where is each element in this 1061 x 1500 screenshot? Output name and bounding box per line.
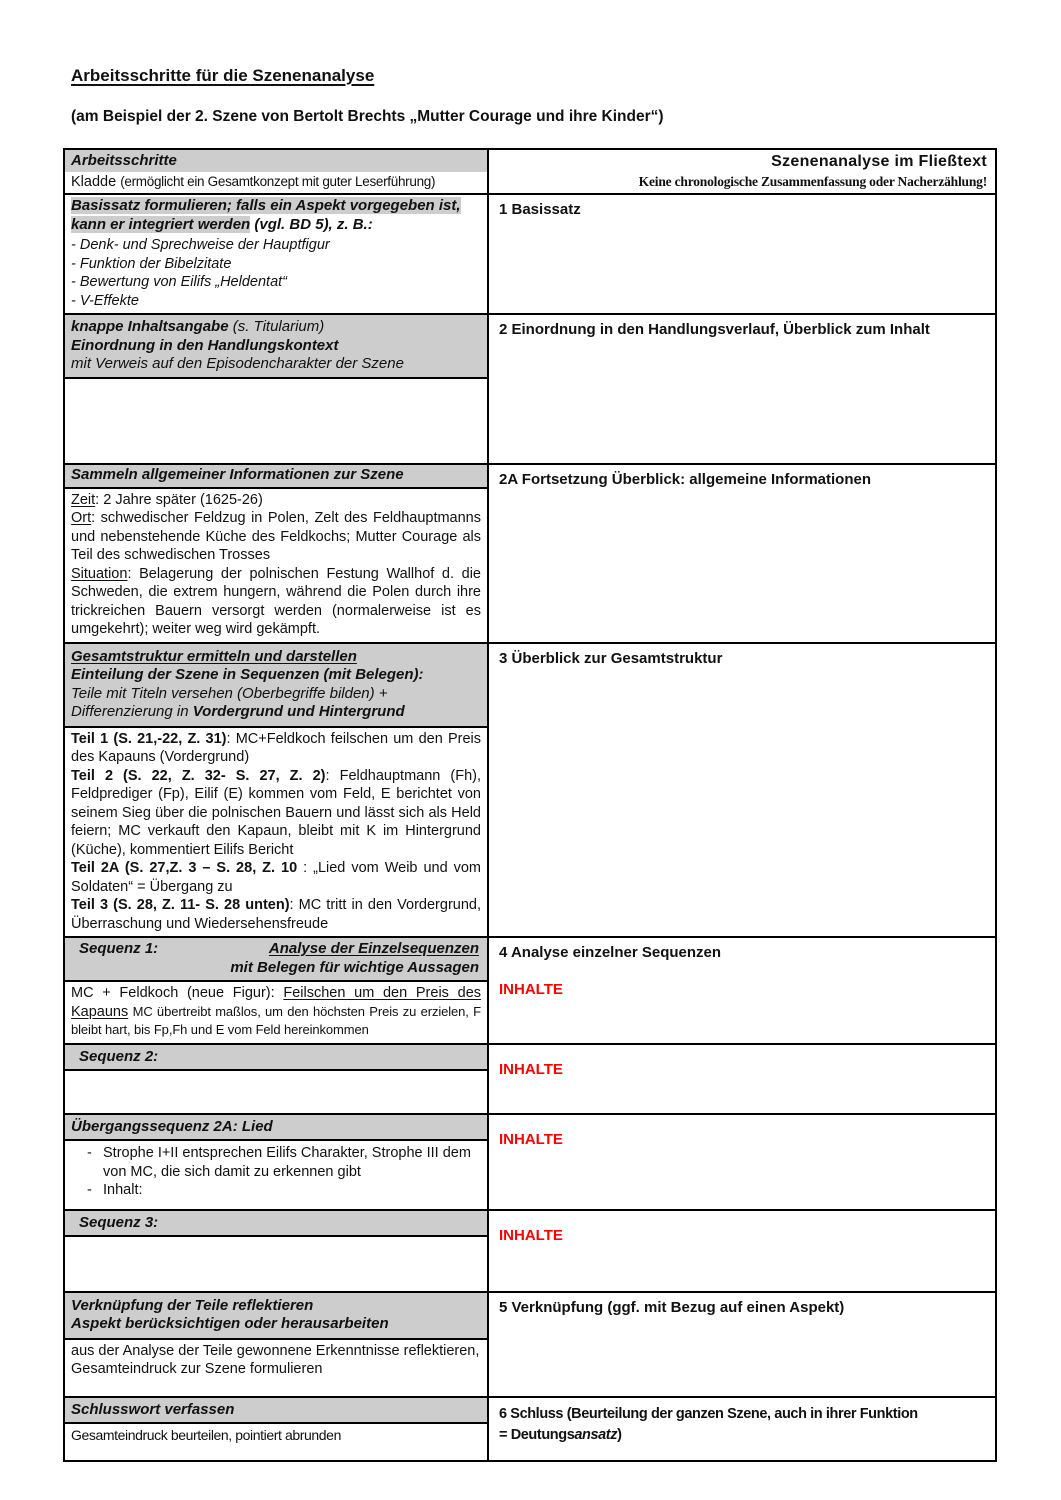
teil-3-label: Teil 3 (S. 28, Z. 11- S. 28 unten): [71, 897, 290, 913]
bullet-item: [71, 1181, 481, 1200]
teil-2-label: Teil 2 (S. 22, Z. 32- S. 27, Z. 2): [71, 767, 326, 784]
sequenz2-right: [489, 1045, 995, 1113]
inhaltsangabe-empty-body: [65, 379, 487, 463]
sammeln-header: Sammeln allgemeiner Informationen zur Szene: [65, 465, 487, 489]
inhalte-badge: INHALTE: [499, 1226, 563, 1244]
bullet-text: Strophe I+II entsprechen Eilifs Charakter, Strophe III dem von MC, die sich damit zu erkennen gibt: [103, 1145, 471, 1180]
situation-line: [71, 565, 481, 639]
schlusswort-body: Gesamteindruck beurteilen, pointiert abrunden: [71, 1427, 341, 1443]
teil-2a-label: Teil 2A (S. 27,Z. 3 – S. 28, Z. 10: [71, 860, 298, 876]
sequenz1-header: [65, 938, 487, 982]
verknuepfung-body: aus der Analyse der Teile gewonnene Erkenntnisse reflektieren, Gesamteindruck zur Szene formulieren: [71, 1342, 480, 1377]
basissatz-header: [65, 195, 487, 234]
teil-1-text: : MC+Feldkoch feilschen um den Preis des Kapauns (Vordergrund): [71, 730, 481, 765]
schluss-text: 6 Schluss (Beurteilung der ganzen Szene, auch in ihrer Funktion = Deutungs: [499, 1405, 918, 1444]
sequenz3-empty-body: [65, 1237, 487, 1291]
col-header-arbeitsschritte: [65, 150, 489, 193]
bullet-marker: -: [87, 1182, 92, 1198]
sequenz1-label: Sequenz 1:: [79, 940, 159, 957]
inhaltsangabe-rest: (s. Titularium): [228, 318, 325, 335]
sequenz1-lead: MC + Feldkoch (neue Figur):: [71, 985, 284, 1001]
sequenz3-right: [489, 1211, 995, 1291]
uebergang-left: [65, 1115, 489, 1209]
row-sammeln: [65, 465, 995, 644]
schluss-ansatz-italic: ansatz: [574, 1427, 618, 1444]
kladde-lead: Kladde: [71, 173, 121, 190]
step-6-label: [499, 1404, 929, 1448]
gesamtstruktur-left: [65, 644, 489, 937]
ort-text: : schwedischer Feldzug in Polen, Zelt des Feldhauptmanns und nebenstehende Küche des Feldkochs; Mutter Courage als Teil des schwedischen Trosses: [71, 510, 481, 563]
gesamtstruktur-header: [65, 644, 487, 728]
schlusswort-right: [489, 1398, 995, 1460]
step-2-label: 2 Einordnung in den Handlungsverlauf, Überblick zum Inhalt: [499, 321, 930, 338]
teil-2a-text: : „Lied vom Weib und vom Soldaten“ = Übergang zu: [71, 860, 481, 895]
ort-line: [71, 509, 481, 565]
inhalte-badge: INHALTE: [499, 1130, 563, 1148]
zeit-text: : 2 Jahre später (1625-26): [95, 491, 263, 508]
verknuepfung-h2: Aspekt berücksichtigen oder herausarbeiten: [71, 1315, 389, 1332]
sequenz1-body: [65, 982, 487, 1043]
inhalte-badge: INHALTE: [499, 980, 563, 998]
list-item: - Denk- und Sprechweise der Hauptfigur: [71, 237, 330, 253]
worksheet-table: [63, 148, 997, 1462]
step-1-label: 1 Basissatz: [499, 201, 581, 218]
teil-3-text: : MC tritt in den Vordergrund, Überraschung und Wiedersehensfreude: [71, 897, 482, 932]
teil-2-text: : Feldhauptmann (Fh), Feldprediger (Fp), Eilif (E) kommen vom Feld, E berichtet von seinem Sieg über die polnischen Bauern und lässt sich als Held feiern; MC verkauft den Kapaun, bleibt mit K im Hintergrund (Küche), kommentiert Eilifs Bericht: [71, 767, 481, 858]
bullet-marker: -: [87, 1145, 92, 1161]
sammeln-body: [65, 489, 487, 642]
basissatz-right: [489, 195, 995, 313]
sequenz3-left: [65, 1211, 489, 1291]
zeit-line: [71, 491, 481, 510]
col-header-szenenanalyse: [489, 150, 995, 193]
gesamtstruktur-h4a: Differenzierung in: [71, 703, 193, 720]
uebergang-right: [489, 1115, 995, 1209]
sequenz2-left: [65, 1045, 489, 1113]
uebergang-header: Übergangssequenz 2A: Lied: [65, 1115, 487, 1142]
step-2a-label: 2A Fortsetzung Überblick: allgemeine Informationen: [499, 471, 871, 488]
sammeln-right: [489, 465, 995, 642]
inhaltsangabe-bold: knappe Inhaltsangabe: [71, 318, 229, 335]
inhaltsangabe-header: [65, 315, 487, 379]
row-uebergangssequenz: [65, 1115, 995, 1211]
sequenz1-underlined: Feilschen um den Preis des Kapauns: [71, 985, 482, 1020]
gesamtstruktur-h4: [71, 703, 481, 722]
uebergang-body: [65, 1141, 487, 1209]
row-verknuepfung: [65, 1293, 995, 1398]
schlusswort-header: Schlusswort verfassen: [65, 1398, 487, 1425]
basissatz-highlight: Basissatz formulieren; falls ein Aspekt vorgegeben ist, kann er integriert werden: [71, 197, 461, 233]
sequenz1-left: [65, 938, 489, 1043]
sequenz1-header-title2: mit Belegen für wichtige Aussagen: [230, 958, 479, 976]
row-basissatz: [65, 195, 995, 315]
sequenz1-header-title1: Analyse der Einzelsequenzen: [268, 940, 479, 957]
gesamtstruktur-body: [65, 728, 487, 937]
basissatz-header-rest: (vgl. BD 5), z. B.:: [250, 215, 373, 233]
schlusswort-left: [65, 1398, 489, 1460]
sequenz3-header: Sequenz 3:: [65, 1211, 487, 1238]
sequenz2-header: Sequenz 2:: [65, 1045, 487, 1072]
gesamtstruktur-h4b: Vordergrund und Hintergrund: [192, 703, 405, 720]
step-3-label: 3 Überblick zur Gesamtstruktur: [499, 649, 723, 667]
sequenz1-right: [489, 938, 995, 1043]
verknuepfung-h1: Verknüpfung der Teile reflektieren: [71, 1296, 314, 1314]
sammeln-left: [65, 465, 489, 642]
page-title: Arbeitsschritte für die Szenenanalyse: [71, 66, 375, 85]
gesamtstruktur-h1: Gesamtstruktur ermitteln und darstellen: [71, 647, 357, 665]
list-item: - V-Effekte: [71, 292, 139, 309]
situation-text: : Belagerung der polnischen Festung Wallhof d. die Schweden, die extrem hungern, während die Polen durch ihre trickreichen Bauern versorgt werden (normalerweise ist es umgekehrt); weiter weg wird gekämpft.: [71, 565, 481, 637]
row-gesamtstruktur: [65, 644, 995, 939]
inhalte-badge: INHALTE: [499, 1060, 563, 1078]
inhaltsangabe-right: [489, 315, 995, 463]
verknuepfung-header: [65, 1293, 487, 1340]
row-schlusswort: [65, 1398, 995, 1460]
basissatz-list: [65, 234, 487, 313]
kladde-line: [65, 172, 487, 194]
teil-1-label: Teil 1 (S. 21,-22, Z. 31): [71, 730, 227, 747]
row-inhaltsangabe: [65, 315, 995, 465]
szenenanalyse-warning: Keine chronologische Zusammenfassung oder Nacherzählung!: [638, 173, 987, 189]
teil-1: [71, 730, 481, 767]
verknuepfung-left: [65, 1293, 489, 1396]
szenenanalyse-title: Szenenanalyse im Fließtext: [771, 153, 987, 170]
teil-3: [71, 896, 481, 933]
row-column-headers: [65, 150, 995, 195]
arbeitsschritte-title: Arbeitsschritte: [65, 150, 487, 172]
situation-label: Situation: [71, 565, 128, 582]
page-subtitle: (am Beispiel der 2. Szene von Bertolt Brechts „Mutter Courage und ihre Kinder“): [71, 108, 664, 125]
teil-2: [71, 767, 481, 860]
kladde-note: (ermöglicht ein Gesamtkonzept mit guter Leserführung): [120, 173, 436, 189]
gesamtstruktur-right: [489, 644, 995, 937]
gesamtstruktur-h3: Teile mit Titeln versehen (Oberbegriffe bilden) +: [71, 684, 388, 702]
list-item: - Funktion der Bibelzitate: [71, 255, 232, 272]
sequenz2-empty-body: [65, 1071, 487, 1113]
zeit-label: Zeit: [71, 491, 96, 508]
bullet-item: [71, 1144, 481, 1181]
row-sequenz3: [65, 1211, 995, 1293]
verknuepfung-right: [489, 1293, 995, 1396]
bullet-text: Inhalt:: [103, 1182, 143, 1198]
inhaltsangabe-line3: mit Verweis auf den Episodencharakter der Szene: [71, 355, 404, 372]
ort-label: Ort: [71, 510, 92, 526]
teil-2a: [71, 859, 481, 896]
schluss-close-paren: ): [617, 1427, 622, 1444]
step-4-label: 4 Analyse einzelner Sequenzen: [499, 944, 722, 961]
sequenz1-small-text: MC übertreibt maßlos, um den höchsten Preis zu erzielen, F bleibt hart, bis Fp,Fh und E vom Feld hereinkommen: [71, 1003, 481, 1037]
row-sequenz2: [65, 1045, 995, 1115]
inhaltsangabe-line1: [71, 318, 481, 337]
inhaltsangabe-line2: Einordnung in den Handlungskontext: [71, 336, 339, 354]
list-item: - Bewertung von Eilifs „Heldentat“: [71, 274, 287, 290]
basissatz-left: [65, 195, 489, 313]
row-sequenz1: [65, 938, 995, 1045]
inhaltsangabe-left: [65, 315, 489, 463]
step-5-label: 5 Verknüpfung (ggf. mit Bezug auf einen Aspekt): [499, 1298, 845, 1316]
gesamtstruktur-h2: Einteilung der Szene in Sequenzen (mit Belegen):: [71, 666, 424, 683]
